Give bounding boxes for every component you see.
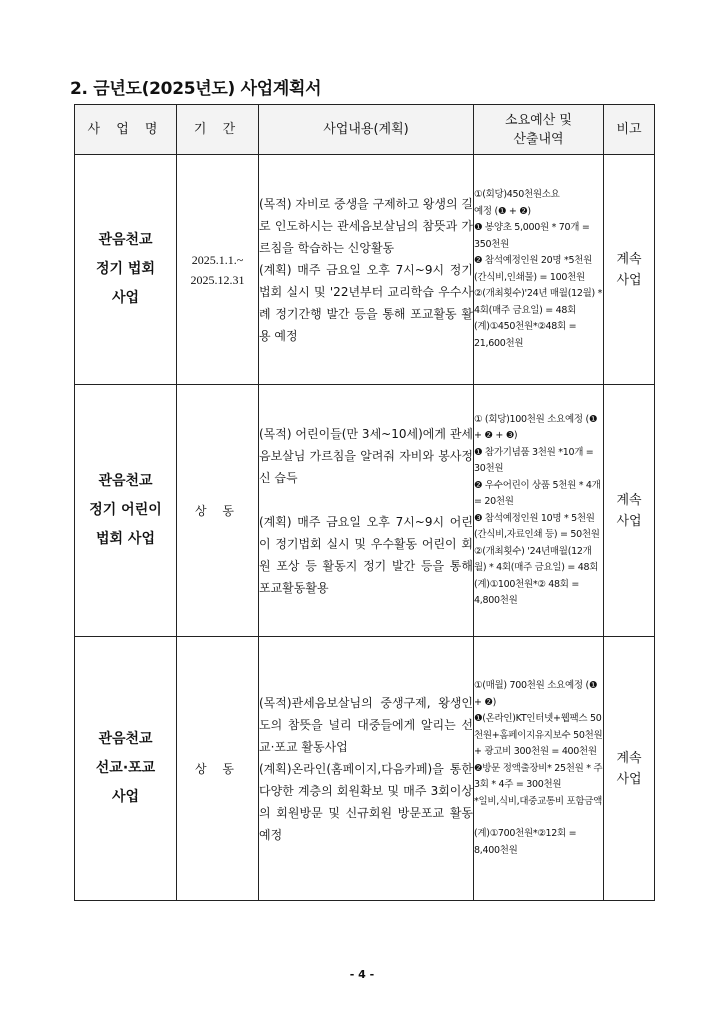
section-heading: 2. 금년도(2025년도) 사업계획서: [70, 79, 322, 99]
row-note: 계속 사업: [604, 155, 655, 385]
business-plan-table: [74, 104, 655, 901]
row-budget: ① (회당)100천원 소요예정 (❶ + ❷ + ❸) ❶ 참가기념품 3천원 *10개 = 30천원 ❷ 우수어린이 상품 5천원 * 4개 = 20천원 ❸ 참석예정인원 10명 * 5천원(간식비,자료인쇄 등) = 50천원 ②(개최횟수) '24년매월(12개월) * 4회(매주 금요일) = 48회 (계)①100천원*② 48회 = 4,800천원: [474, 385, 604, 637]
row-content: [259, 155, 474, 385]
row-period: 상 동: [177, 385, 259, 637]
content-plan: (계획)온라인(홈페이지,다음카페)을 통한 다양한 계층의 회원확보 및 매주 3회이상의 회원방문 및 신규회원 방문포교 활동 예정: [259, 761, 473, 842]
row-period: 2025.1.1.~ 2025.12.31: [177, 155, 259, 385]
row-budget: ①(회당)450천원소요 예정 (❶ + ❷) ❶ 봉양초 5,000원 * 70개 = 350천원 ❷ 참석예정인원 20명 *5천원(간식비,인쇄물) = 100천원 ②(개최횟수)'24년 매월(12월) * 4회(매주 금요일) = 48회 (계)①450천원*②48회 = 21,600천원: [474, 155, 604, 385]
table-row: [75, 637, 655, 901]
row-name: 관음천교 정기 법회 사업: [75, 155, 177, 385]
header-note: 비고: [604, 105, 655, 155]
content-purpose: (목적) 자비로 중생을 구제하고 왕생의 길로 인도하시는 관세음보살님의 참뜻과 가르침을 학습하는 신앙활동: [259, 196, 473, 255]
row-name: 관음천교 정기 어린이 법회 사업: [75, 385, 177, 637]
header-content: 사업내용(계획): [259, 105, 474, 155]
table-row: [75, 385, 655, 637]
content-plan: (계획) 매주 금요일 오후 7시~9시 어린이 정기법회 실시 및 우수활동 어린이 회원 포상 등 활동지 정기 발간 등을 통해 포교활동활용: [259, 514, 473, 595]
table-row: [75, 155, 655, 385]
row-period: 상 동: [177, 637, 259, 901]
page-number: - 4 -: [349, 968, 375, 981]
content-plan: (계획) 매주 금요일 오후 7시~9시 정기법회 실시 및 '22년부터 교리학습 우수사례 정기간행 발간 등을 통해 포교활동 활용 예정: [259, 262, 473, 343]
row-note: 계속 사업: [604, 385, 655, 637]
header-name: 사 업 명: [75, 105, 177, 155]
row-content: [259, 637, 474, 901]
header-period: 기 간: [177, 105, 259, 155]
table-header-row: [75, 105, 655, 155]
row-content: [259, 385, 474, 637]
header-budget: 소요예산 및 산출내역: [474, 105, 604, 155]
row-name: 관음천교 선교·포교 사업: [75, 637, 177, 901]
row-note: 계속 사업: [604, 637, 655, 901]
content-purpose: (목적)관세음보살님의 중생구제, 왕생인도의 참뜻을 널리 대중들에게 알리는 선교·포교 활동사업: [259, 695, 473, 754]
content-purpose: (목적) 어린이들(만 3세~10세)에게 관세음보살님 가르침을 알려줘 자비와 봉사정신 습득: [259, 426, 473, 485]
row-budget: ①(매월) 700천원 소요예정 (❶ + ❷) ❶(온라인)KT인터넷+웹팩스 50천원+홈페이지유지보수 50천원 + 광고비 300천원 = 400천원 ❷방문 정액출장비* 25천원 * 주3회 * 4주 = 300천원 *일비,식비,대중교통비 포함금액 (계)①700천원*②12회 = 8,400천원: [474, 637, 604, 901]
